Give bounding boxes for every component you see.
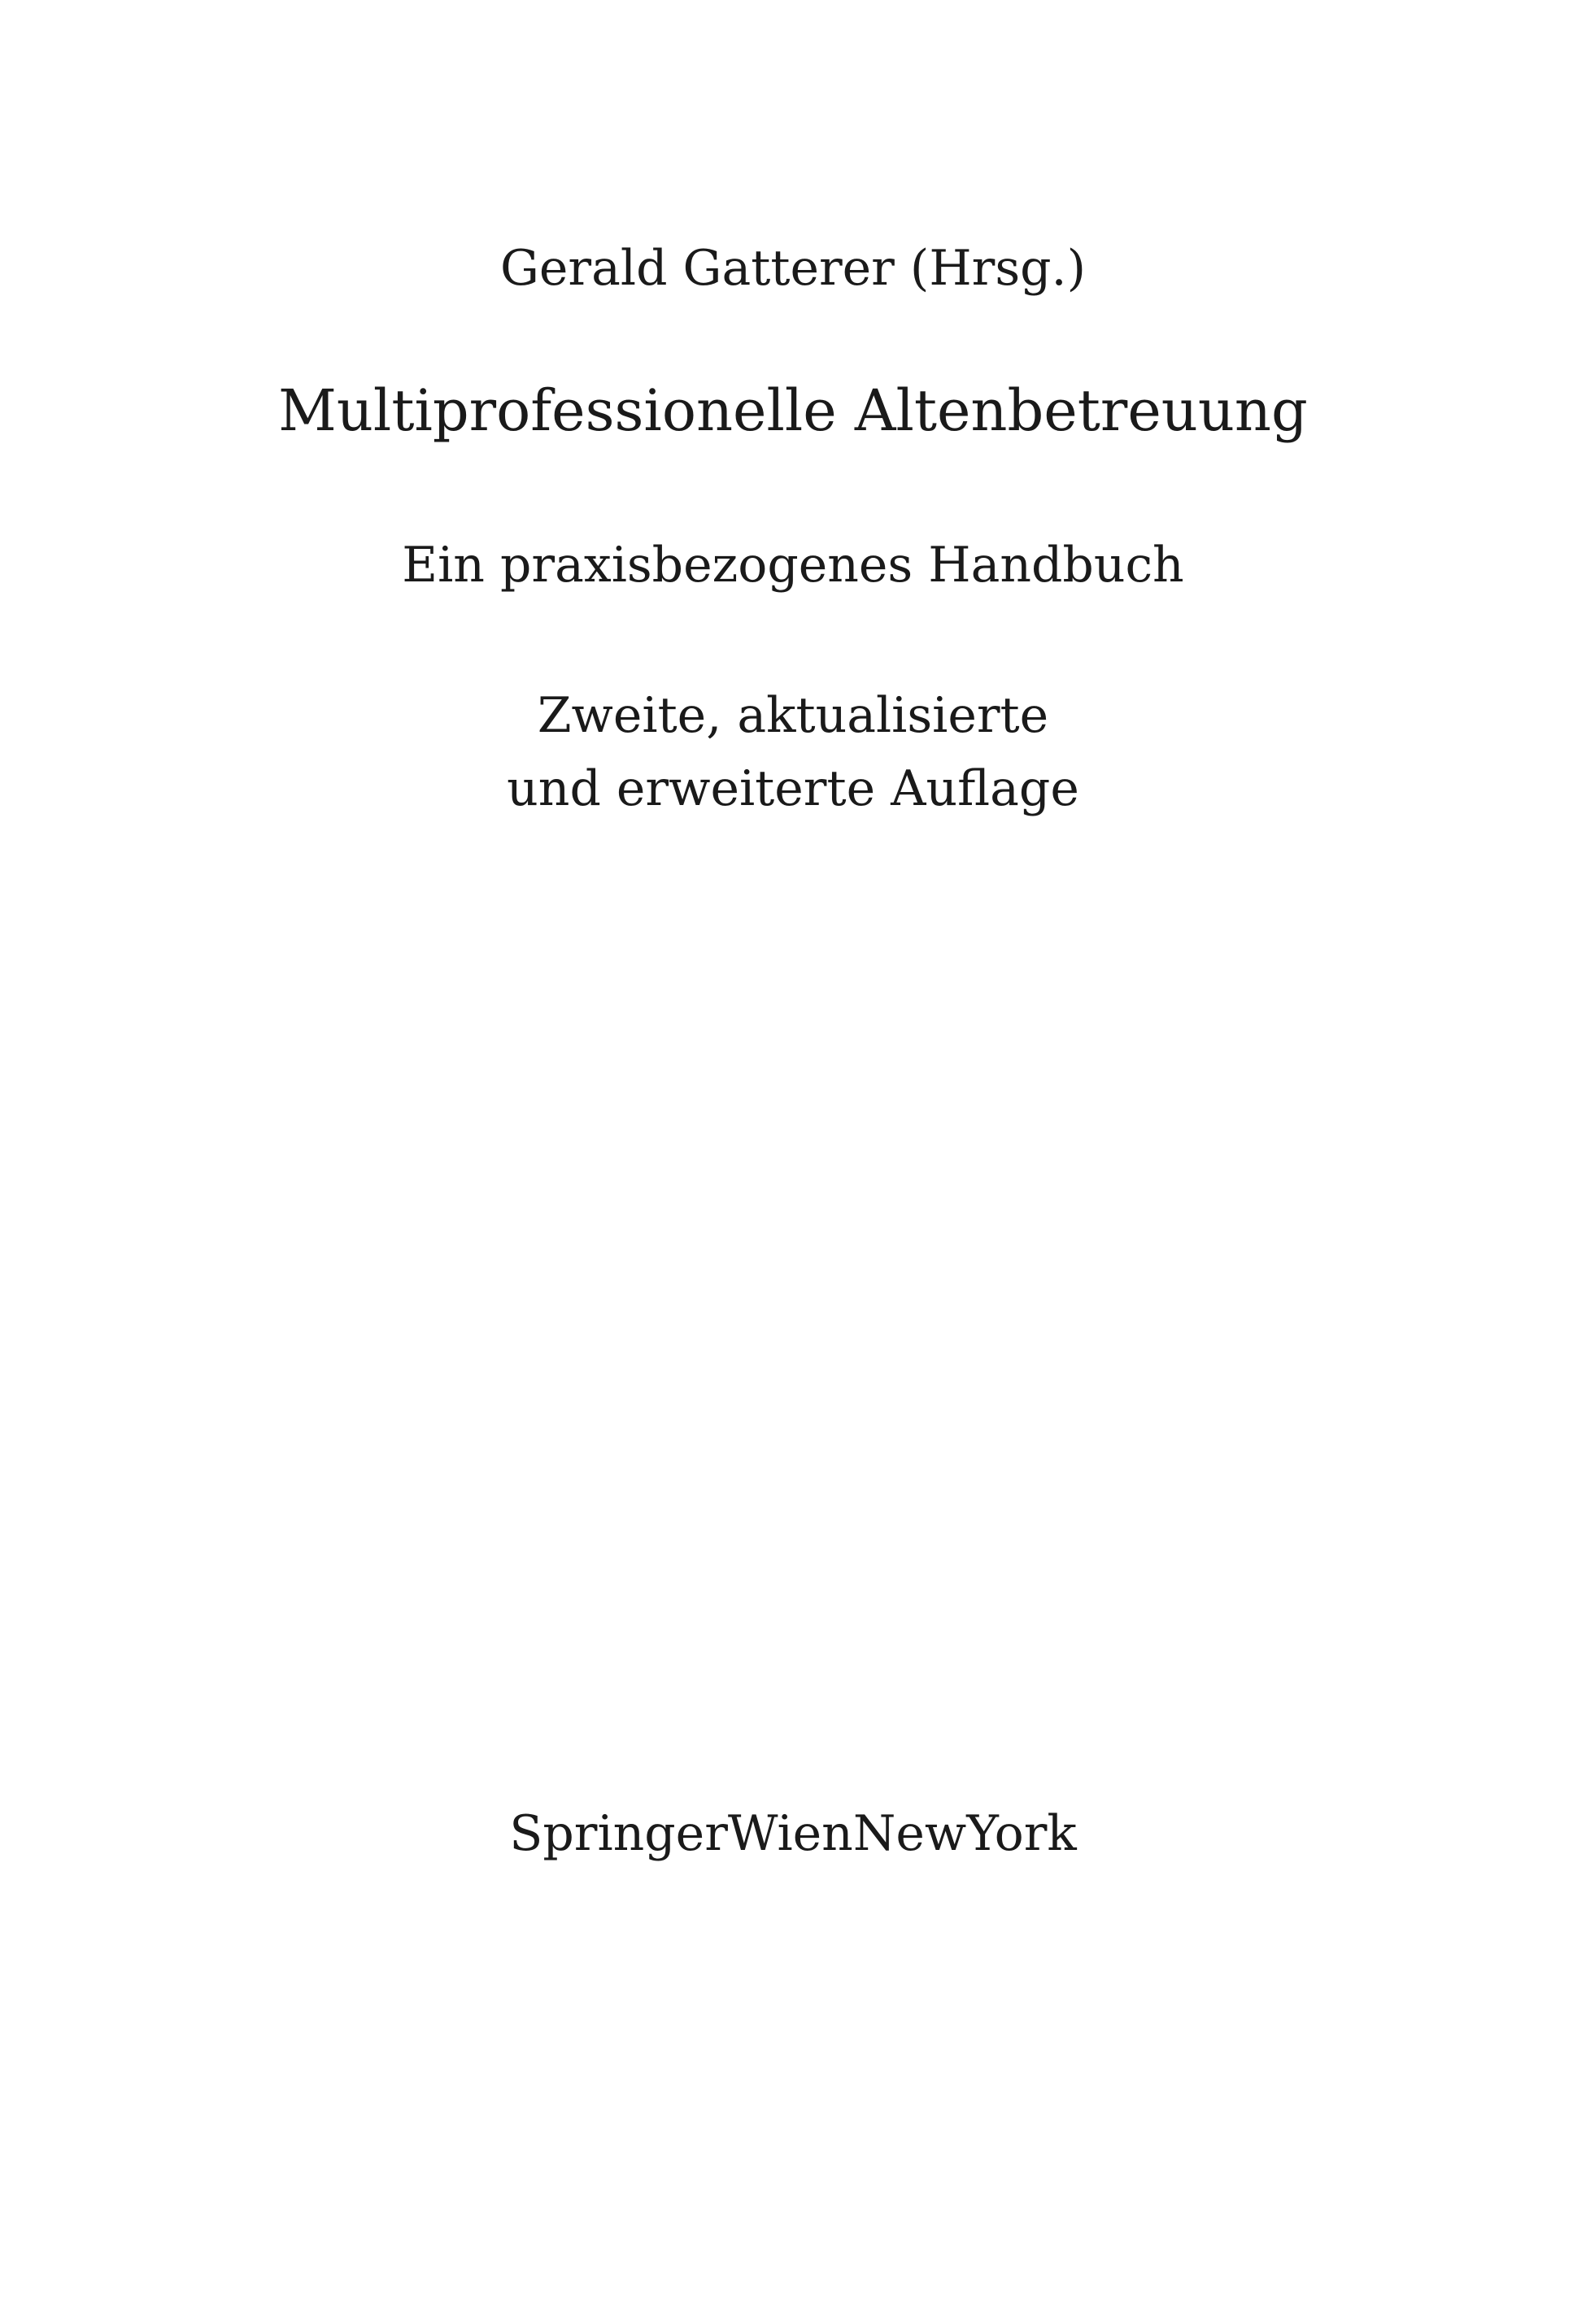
publisher-name: SpringerWienNewYork (509, 1805, 1077, 1862)
edition-line-2: und erweiterte Auflage (507, 760, 1079, 817)
author-line: Gerald Gatterer (Hrsg.) (499, 240, 1087, 297)
edition-line-1: Zweite, aktualisierte (537, 687, 1049, 744)
book-subtitle: Ein praxisbezogenes Handbuch (402, 537, 1184, 594)
book-title: Multiprofessionelle Altenbetreuung (278, 377, 1308, 444)
